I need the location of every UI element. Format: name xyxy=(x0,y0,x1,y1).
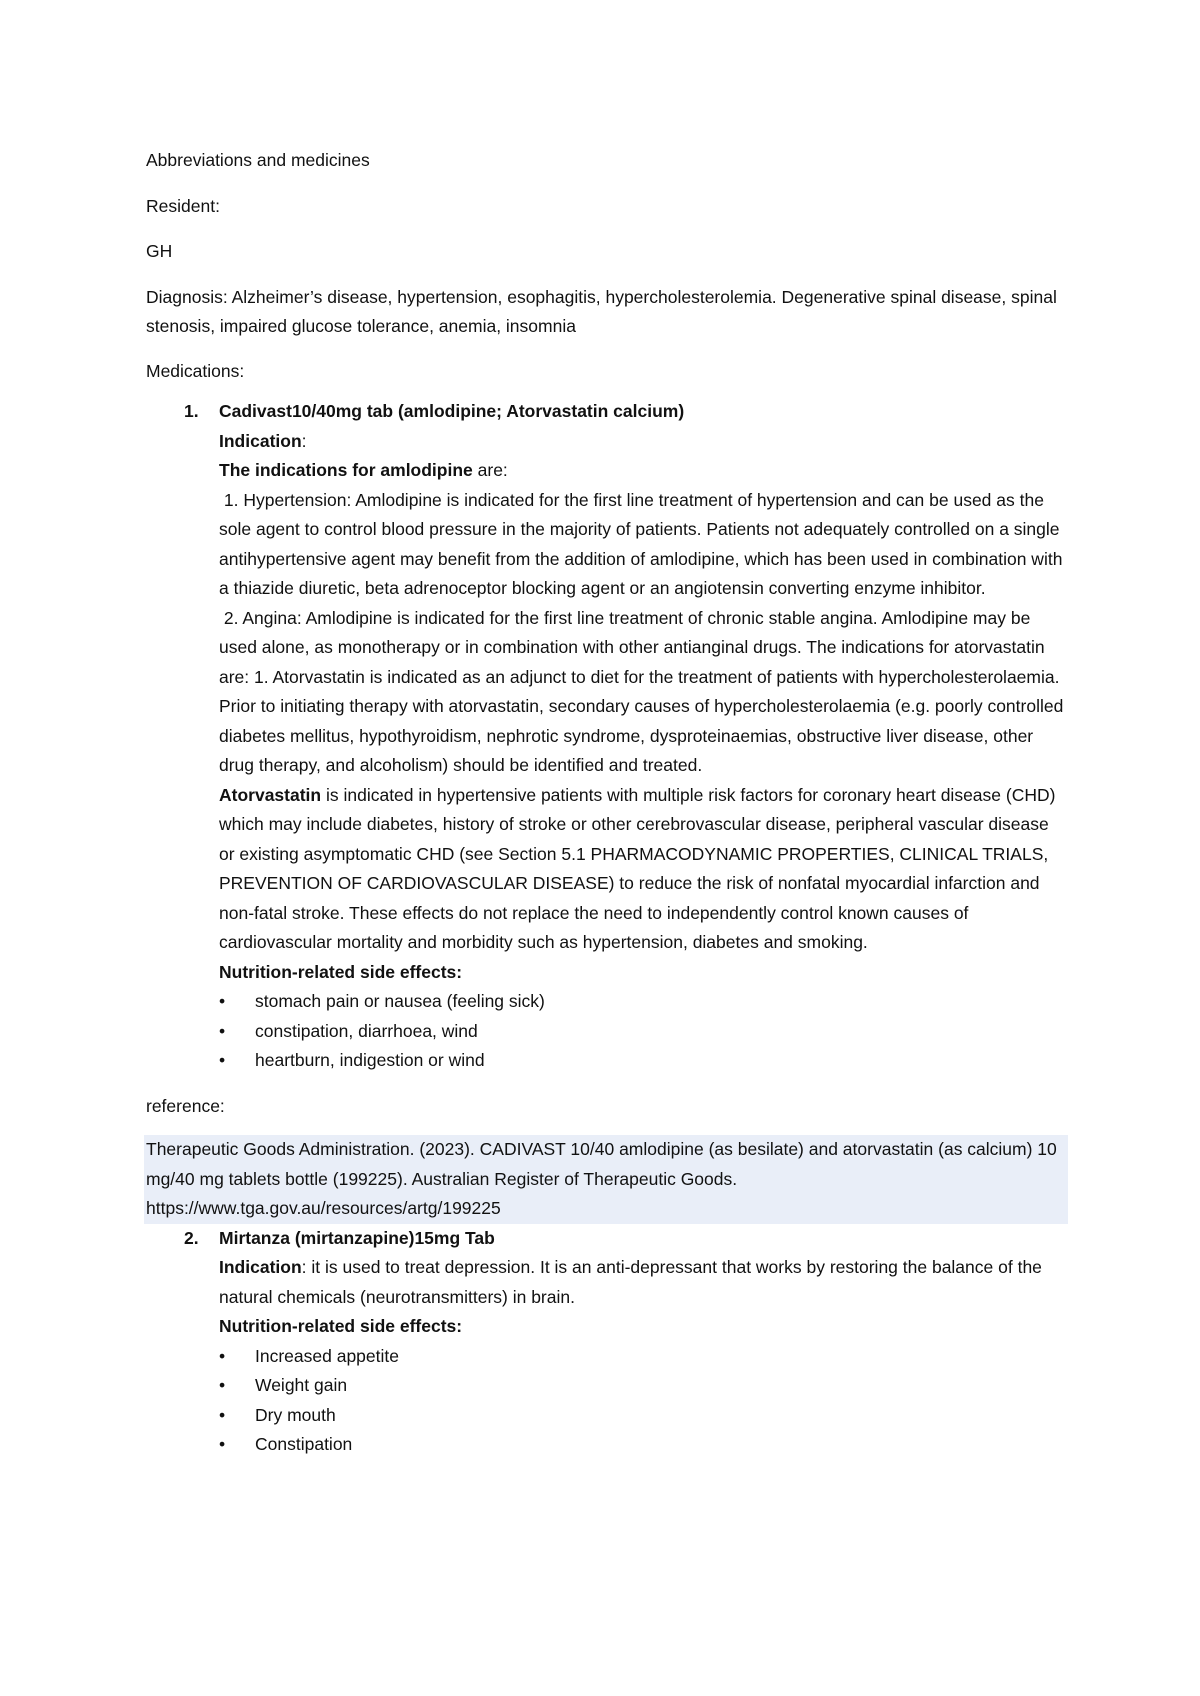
document-title: Abbreviations and medicines xyxy=(146,150,370,170)
medication-number: 2. xyxy=(184,1227,199,1248)
medication-list-2 xyxy=(146,1224,1066,1342)
resident-initials: GH xyxy=(146,241,173,261)
reference-text: Therapeutic Goods Administration. (2023). CADIVAST 10/40 amlodipine (as besilate) and atorvastatin (as calcium) 10 mg/40 mg tablets bottle (199225). Australian Register of Therapeutic Goods. https://www.tga.gov.au/resources/artg/199225 xyxy=(146,1139,1057,1218)
list-item: • stomach pain or nausea (feeling sick) xyxy=(219,987,1066,1017)
list-item: • constipation, diarrhoea, wind xyxy=(219,1017,1066,1047)
document-page xyxy=(146,146,1066,1460)
amlodipine-indications-heading xyxy=(219,456,1066,486)
amlodipine-indications-suffix: are: xyxy=(472,460,508,480)
side-effects-list xyxy=(219,987,1066,1076)
list-item: • Increased appetite xyxy=(146,1342,1066,1372)
medication-number: 1. xyxy=(184,401,199,421)
resident-label: Resident: xyxy=(146,195,220,216)
indication-label: Indication xyxy=(219,1257,302,1277)
bullet-icon: • xyxy=(219,1050,226,1070)
bullet-icon: • xyxy=(219,991,226,1011)
indication-text: Indication: it is used to treat depression. It is an anti-depressant that works by restoring the balance of the natural chemicals (neurotransmitters) in brain. xyxy=(219,1257,1042,1307)
list-item: • Dry mouth xyxy=(146,1401,1066,1431)
bullet-icon: • xyxy=(219,1375,226,1395)
bullet-icon: • xyxy=(219,1345,226,1366)
list-item: • Constipation xyxy=(146,1430,1066,1460)
medication-name: Cadivast10/40mg tab (amlodipine; Atorvastatin calcium) xyxy=(219,401,685,421)
amlodipine-angina-text: 2. Angina: Amlodipine is indicated for the first line treatment of chronic stable angina. Amlodipine may be used alone, as monotherapy or in combination with other antianginal drugs. The indications for atorvastatin are: 1. Atorvastatin is indicated as an adjunct to diet for the treatment of patients with hypercholesterolaemia. Prior to initiating therapy with atorvastatin, secondary causes of hypercholesterolaemia (e.g. poorly controlled diabetes mellitus, hypothyroidism, nephrotic syndrome, dysproteinaemias, obstructive liver disease, other drug therapy, and alcoholism) should be identified and treated. xyxy=(219,607,1064,775)
bullet-icon: • xyxy=(219,1404,226,1425)
list-item: • Weight gain xyxy=(146,1371,1066,1401)
reference-label: reference: xyxy=(146,1095,225,1116)
side-effects-label: Nutrition-related side effects: xyxy=(219,961,463,982)
indication-heading xyxy=(219,427,1066,457)
atorvastatin-label: Atorvastatin xyxy=(219,784,322,805)
side-effects-list-2 xyxy=(146,1342,1066,1460)
amlodipine-hypertension-text: 1. Hypertension: Amlodipine is indicated for the first line treatment of hypertension and can be used as the sole agent to control blood pressure in the majority of patients. Patients not adequately controlled on a single antihypertensive agent may benefit from the addition of amlodipine, which has been used in combination with a thiazide diuretic, beta adrenoceptor blocking agent or an angiotensin converting enzyme inhibitor. xyxy=(219,489,1063,598)
medication-name: Mirtanza (mirtanzapine)15mg Tab xyxy=(219,1227,495,1248)
medication-item-cadivast xyxy=(146,397,1066,1076)
indication-colon: : xyxy=(301,430,307,451)
bullet-icon: • xyxy=(219,1020,226,1041)
indication-label: Indication xyxy=(219,430,302,451)
diagnosis-text: Diagnosis: Alzheimer’s disease, hypertension, esophagitis, hypercholesterolemia. Degenerative spinal disease, spinal stenosis, impaired glucose tolerance, anemia, insomnia xyxy=(146,286,1057,336)
list-item: • heartburn, indigestion or wind xyxy=(219,1046,1066,1076)
bullet-icon: • xyxy=(219,1434,226,1454)
atorvastatin-indication-text: Atorvastatin is indicated in hypertensive patients with multiple risk factors for coronary heart disease (CHD) which may include diabetes, history of stroke or other cerebrovascular disease, peripheral vascular disease or existing asymptomatic CHD (see Section 5.1 PHARMACODYNAMIC PROPERTIES, CLINICAL TRIALS, PREVENTION OF CARDIOVASCULAR DISEASE) to reduce the risk of nonfatal myocardial infarction and non-fatal stroke. These effects do not replace the need to independently control known causes of cardiovascular mortality and morbidity such as hypertension, diabetes and smoking. xyxy=(219,784,1056,952)
medications-label: Medications: xyxy=(146,360,245,381)
amlodipine-indications-label: The indications for amlodipine xyxy=(219,460,473,480)
reference-citation xyxy=(144,1135,1068,1224)
side-effects-label: Nutrition-related side effects: xyxy=(219,1316,463,1336)
medication-list xyxy=(146,397,1066,1076)
medication-item-mirtanza xyxy=(146,1224,1066,1342)
